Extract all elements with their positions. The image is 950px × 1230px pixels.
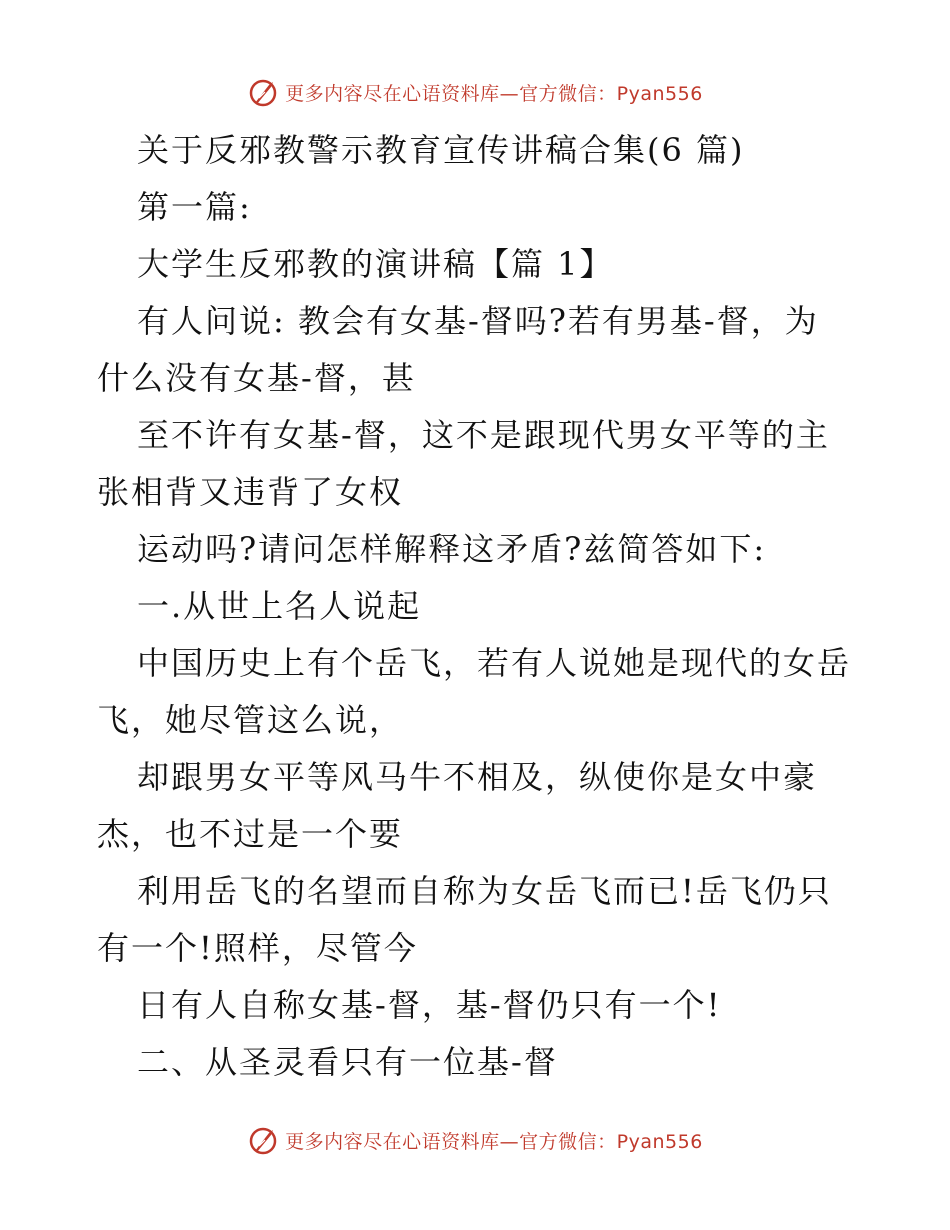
paragraph-line: 至不许有女基-督，这不是跟现代男女平等的主 [137,416,830,454]
paragraph-line: 什么没有女基-督，甚 [97,359,416,397]
paragraph-line: 日有人自称女基-督，基-督仍只有一个! [137,986,722,1024]
header-banner [0,72,950,112]
paragraph-line: 有人问说: 教会有女基-督吗?若有男基-督，为 [137,302,819,340]
quill-pen-logo-icon [247,1124,279,1156]
paragraph-line: 中国历史上有个岳飞，若有人说她是现代的女岳 [137,644,852,682]
document-title: 关于反邪教警示教育宣传讲稿合集(6 篇) [137,131,745,169]
paragraph-line: 杰，也不过是一个要 [97,815,404,853]
section-label: 第一篇: [137,188,252,226]
paragraph-line: 却跟男女平等风马牛不相及，纵使你是女中豪 [137,758,818,796]
paragraph-line: 张相背又违背了女权 [97,473,404,511]
footer-banner-text: 更多内容尽在心语资料库—官方微信：Pyan556 [285,1130,703,1153]
paragraph-line: 飞，她尽管这么说， [97,701,404,739]
document-body [97,122,857,1091]
header-banner-text: 更多内容尽在心语资料库—官方微信：Pyan556 [285,82,703,105]
paragraph-line: 有一个!照样，尽管今 [97,929,418,967]
paragraph-line: 运动吗?请问怎样解释这矛盾?兹简答如下: [137,530,767,568]
document-subtitle: 大学生反邪教的演讲稿【篇 1】 [137,245,614,283]
section-heading: 一.从世上名人说起 [137,587,422,625]
footer-banner [0,1120,950,1160]
quill-pen-logo-icon [247,76,279,108]
section-heading: 二、从圣灵看只有一位基-督 [137,1043,558,1081]
paragraph-line: 利用岳飞的名望而自称为女岳飞而已!岳飞仍只 [137,872,832,910]
